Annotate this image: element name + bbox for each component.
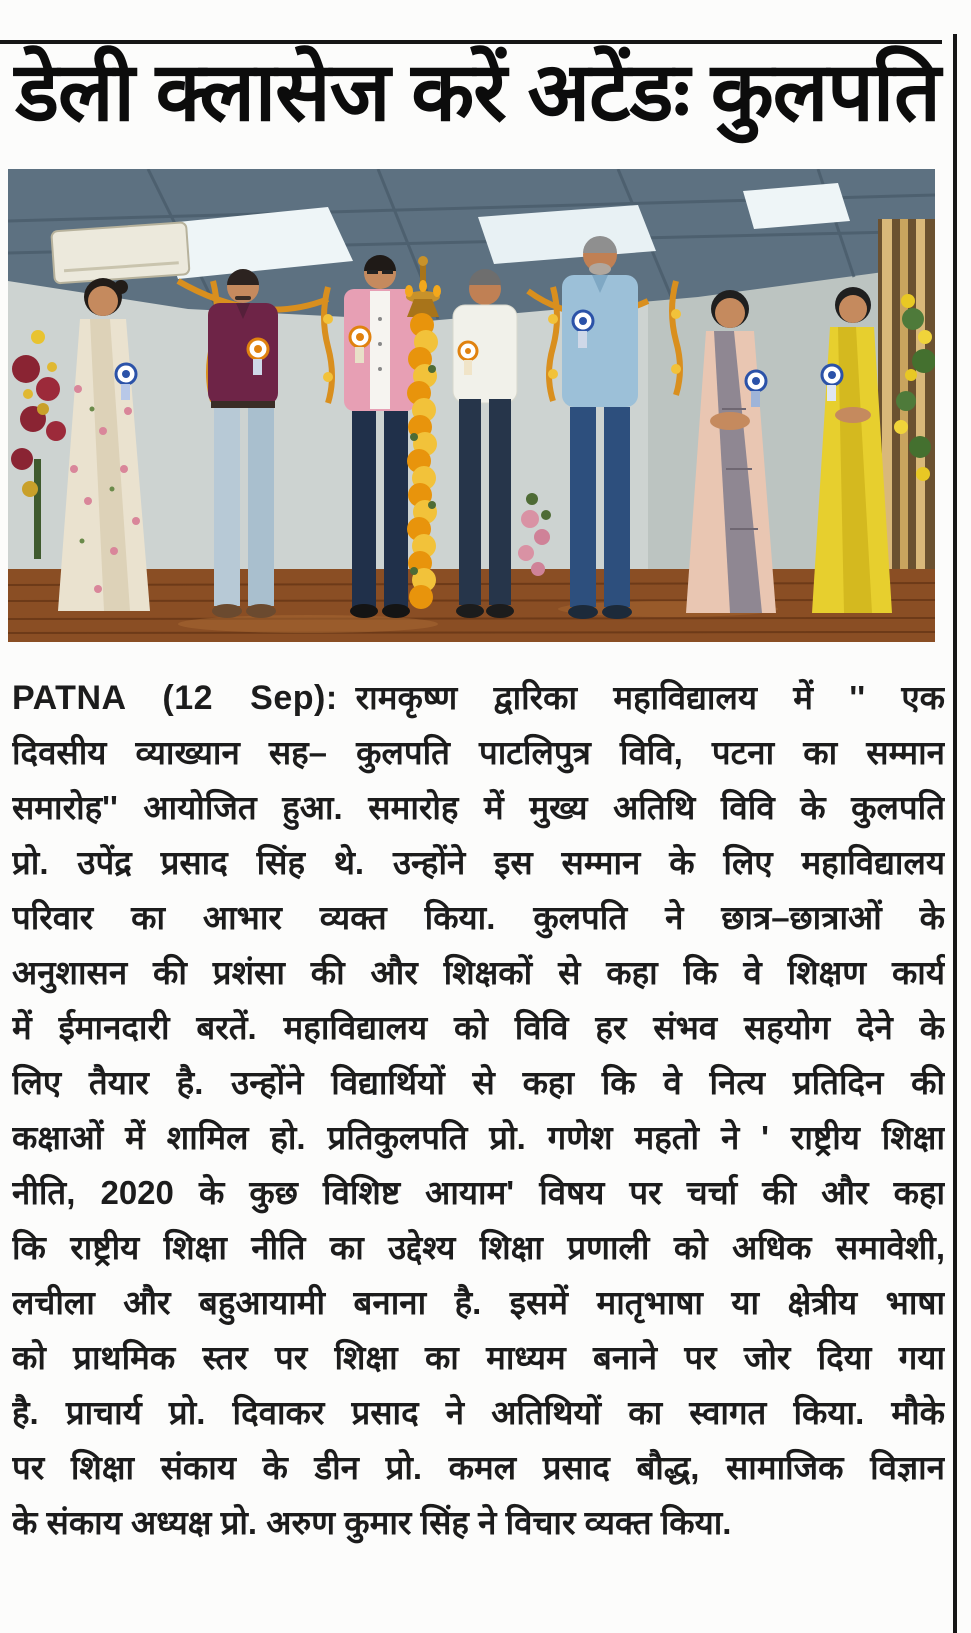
article-line: कि राष्ट्रीय शिक्षा नीति का उद्देश्य शिक्षा प्रणाली को अधिक समावेशी,: [12, 1228, 945, 1266]
top-rule: [0, 40, 942, 44]
article-line: लिए तैयार है. उन्होंने विद्यार्थियों से कहा कि वे नित्य प्रतिदिन की: [12, 1063, 945, 1101]
newspaper-clipping: [0, 34, 971, 1633]
article-line: [12, 670, 945, 725]
article-line: के संकाय अध्यक्ष प्रो. अरुण कुमार सिंह ने विचार व्यक्त किया.: [12, 1503, 732, 1541]
ceremony-photo-illustration: [8, 169, 935, 642]
article-line: पर शिक्षा संकाय के डीन प्रो. कमल प्रसाद बौद्ध, सामाजिक विज्ञान: [12, 1448, 945, 1486]
article-line: नीति, 2020 के कुछ विशिष्ट आयाम' विषय पर चर्चा की और कहा: [12, 1173, 945, 1211]
article-text: रामकृष्ण द्वारिका महाविद्यालय में '' एक: [355, 678, 945, 716]
article-line: परिवार का आभार व्यक्त किया. कुलपति ने छात्र–छात्राओं के: [12, 898, 945, 936]
article-line: अनुशासन की प्रशंसा की और शिक्षकों से कहा कि वे शिक्षण कार्य: [12, 953, 945, 991]
ceremony-photo: [8, 169, 935, 642]
article-line: समारोह'' आयोजित हुआ. समारोह में मुख्य अतिथि विवि के कुलपति: [12, 788, 945, 826]
article-line: प्रो. उपेंद्र प्रसाद सिंह थे. उन्होंने इस सम्मान के लिए महाविद्यालय: [12, 843, 945, 881]
article-line: लचीला और बहुआयामी बनाना है. इसमें मातृभाषा या क्षेत्रीय भाषा: [12, 1283, 945, 1321]
ac-unit: [51, 222, 189, 283]
article-line: दिवसीय व्याख्यान सह– कुलपति पाटलिपुत्र विवि, पटना का सम्मान: [12, 733, 945, 771]
article-body: [12, 670, 945, 1550]
headline: डेली क्लासेज करें अटेंडः कुलपति: [15, 47, 940, 138]
article-line: को प्राथमिक स्तर पर शिक्षा का माध्यम बनाने पर जोर दिया गया: [12, 1338, 945, 1376]
column-divider-rule: [953, 34, 957, 1633]
article-line: कक्षाओं में शामिल हो. प्रतिकुलपति प्रो. गणेश महतो ने ' राष्ट्रीय शिक्षा: [12, 1118, 945, 1156]
dateline: PATNA (12 Sep):: [12, 678, 338, 717]
article-line: में ईमानदारी बरतें. महाविद्यालय को विवि हर संभव सहयोग देने के: [12, 1008, 945, 1046]
article-line: है. प्राचार्य प्रो. दिवाकर प्रसाद ने अतिथियों का स्वागत किया. मौके: [12, 1393, 945, 1431]
